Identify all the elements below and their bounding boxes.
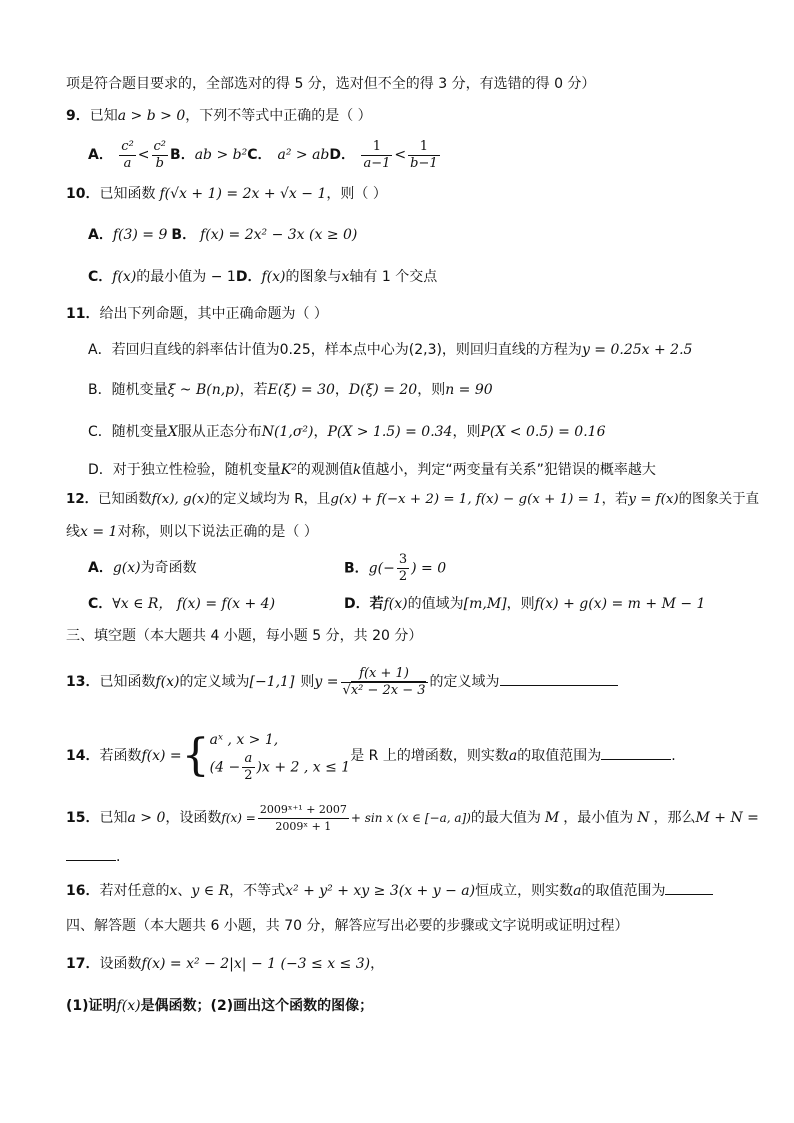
stem-text: 的取值范围为	[581, 883, 666, 899]
stem-text: 设函数	[99, 956, 142, 972]
fraction	[152, 139, 169, 172]
option-b-expr: ab > b²	[194, 147, 248, 163]
stem-text: 的取值范围为	[517, 748, 602, 764]
piecewise-cases	[210, 729, 351, 784]
math-var: M	[544, 810, 560, 826]
option-d-label: D．若	[344, 596, 384, 612]
math-expr: f(x)	[261, 269, 286, 285]
stem-text: 轴有 1 个交点	[349, 269, 438, 285]
case-2	[210, 751, 351, 784]
option-a-text: A．若回归直线的斜率估计值为0.25，样本点中心为(2,3)，则回归直线的方程为	[88, 342, 582, 358]
stem-text: ，则	[452, 424, 481, 440]
stem-text: ，则	[417, 382, 446, 398]
fraction	[397, 552, 409, 585]
math-expr: y = f(x)	[628, 492, 679, 507]
question-number: 9．	[66, 108, 90, 124]
stem-text: 是偶函数；(2)画出这个函数的图像；	[140, 998, 374, 1014]
denominator: a−1	[363, 155, 391, 171]
question-15	[66, 800, 759, 836]
stem-text: ，则	[506, 596, 535, 612]
stem-text: 的定义域均为 R，且	[209, 492, 331, 507]
option-c-label: C．	[88, 269, 113, 285]
stem-text: 为奇函数	[140, 560, 197, 576]
math-expr: n = 90	[445, 382, 493, 398]
option-a-label: A．	[88, 227, 113, 243]
math-expr: f(x) =	[221, 811, 256, 825]
option-d-label: D．	[329, 147, 356, 163]
fraction	[242, 751, 254, 784]
question-12-stem	[66, 490, 759, 510]
stem-text: 的定义域为	[429, 674, 500, 690]
math-var: N	[637, 810, 650, 826]
question-10-options-ab	[88, 225, 357, 245]
denominator: b−1	[410, 155, 438, 171]
section-3-heading: 三、填空题（本大题共 4 小题，每小题 5 分，共 20 分）	[66, 628, 423, 644]
stem-text: 对称，则以下说法正确的是（ ）	[117, 524, 318, 540]
math-expr: [−1,1]	[249, 674, 295, 690]
stem-text: ，下列不等式中正确的是（ ）	[185, 108, 372, 124]
question-11-option-d	[88, 460, 656, 480]
fraction	[408, 139, 440, 172]
math-var: a	[508, 748, 518, 764]
denominator: 2009ˣ + 1	[275, 819, 332, 833]
numerator: f(x + 1)	[341, 666, 428, 683]
case-1: aˣ , x > 1,	[209, 731, 279, 748]
answer-blank[interactable]	[665, 880, 713, 895]
math-var: x	[341, 269, 350, 285]
math-expr: x² + y² + xy ≥ 3(x + y − a)	[285, 883, 476, 899]
option-c-label: C．	[247, 147, 272, 163]
math-expr: M + N =	[695, 810, 759, 826]
section-intro: 项是符合题目要求的，全部选对的得 5 分，选对但不全的得 3 分，有选错的得 0 分）	[66, 76, 596, 92]
stem-text: 已知函数	[98, 492, 152, 507]
math-var: k	[352, 462, 362, 478]
math-expr: y ∈ R	[191, 883, 230, 899]
stem-text: ，则（ ）	[326, 186, 387, 202]
question-15-blank-line	[66, 846, 120, 867]
question-number: 14．	[66, 748, 100, 764]
math-var: K²	[280, 462, 297, 478]
question-number: 15．	[66, 810, 100, 826]
stem-text: 恒成立，则实数	[475, 883, 574, 899]
section-4-heading: 四、解答题（本大题共 6 小题，共 70 分，解答应写出必要的步骤或文字说明或证明过程）	[66, 918, 629, 934]
math-expr: f(x) + g(x) = m + M − 1	[534, 596, 706, 612]
math-expr: f(x), g(x)	[151, 492, 210, 507]
case-2-part: (4 −	[209, 759, 241, 775]
question-11-option-a	[88, 340, 692, 360]
question-11-option-c	[88, 422, 605, 442]
math-expr: + sin x (x ∈ [−a, a])	[350, 811, 471, 825]
stem-text: 的最小值为 − 1	[136, 269, 236, 285]
question-17-stem	[66, 954, 384, 974]
question-12-option-a	[88, 558, 197, 578]
stem-text: 若对任意的	[99, 883, 170, 899]
math-expr: g(x) + f(−x + 2) = 1, f(x) − g(x + 1) = 1	[330, 492, 602, 507]
stem-text: ，最小值为	[563, 810, 634, 826]
question-12-option-c	[88, 594, 275, 614]
question-12-option-d	[344, 594, 705, 614]
math-expr: P(X < 0.5) = 0.16	[480, 424, 606, 440]
stem-text: ，那么	[653, 810, 696, 826]
question-10-options-cd	[88, 267, 437, 287]
stem-text: 已知	[99, 810, 128, 826]
denominator: √x² − 2x − 3	[342, 682, 426, 698]
stem-text: 的最大值为	[470, 810, 541, 826]
question-16	[66, 880, 713, 901]
question-number: 16．	[66, 883, 100, 899]
stem-text: .	[116, 849, 121, 865]
stem-text: 若函数	[99, 748, 142, 764]
option-a-expr: f(3) = 9	[112, 227, 168, 243]
stem-text: 的图象与	[285, 269, 342, 285]
math-expr: [m,M]	[463, 596, 507, 612]
math-expr: ξ ~ B(n,p)	[167, 382, 240, 398]
numerator: 3	[398, 552, 408, 567]
question-11-option-b	[88, 380, 493, 400]
option-b-label: B．	[171, 227, 197, 243]
question-17-parts	[66, 996, 373, 1016]
stem-text: ，	[334, 382, 349, 398]
question-11-stem	[66, 304, 328, 324]
denominator: 2	[244, 767, 253, 783]
question-number: 10．	[66, 186, 100, 202]
option-b-expr: f(x) = 2x² − 3x (x ≥ 0)	[200, 227, 358, 243]
fraction	[258, 802, 349, 835]
option-a-label: A．	[88, 560, 113, 576]
numerator: a	[242, 751, 254, 768]
math-expr: ∀x ∈ R， f(x) = f(x + 4)	[112, 596, 276, 612]
math-expr: E(ξ) = 30	[267, 382, 335, 398]
radicand: x² − 2x − 3	[350, 682, 426, 698]
numerator: 1	[408, 139, 440, 156]
math-expr: ) = 0	[411, 560, 447, 577]
stem-text: 给出下列命题，其中正确命题为（ ）	[99, 306, 328, 322]
numerator: 2009ˣ⁺¹ + 2007	[258, 802, 349, 819]
math-var: X	[167, 424, 178, 440]
math-expr: f(x) = x² − 2|x| − 1 (−3 ≤ x ≤ 3)	[141, 956, 371, 972]
numerator: c²	[153, 138, 167, 154]
question-number: 13．	[66, 674, 100, 690]
stem-text: 的观测值	[296, 462, 353, 478]
math-expr: g(x)	[112, 560, 141, 576]
question-9-options	[88, 138, 442, 172]
math-expr: a > 0	[127, 810, 166, 826]
option-c-expr: a² > ab	[277, 147, 330, 163]
question-number: 12．	[66, 492, 99, 507]
fraction	[361, 139, 392, 172]
stem-text: 是 R 上的增函数，则实数	[350, 748, 509, 764]
option-c-text: C．随机变量	[88, 424, 168, 440]
fraction	[341, 666, 428, 699]
math-expr: a > b > 0	[117, 108, 186, 124]
stem-text: 服从正态分布	[177, 424, 262, 440]
question-12-option-b	[344, 552, 446, 585]
math-expr: f(x)	[112, 269, 137, 285]
stem-text: 已知函数	[99, 186, 156, 202]
math-expr: N(1,σ²)	[261, 424, 314, 440]
left-brace-icon: {	[181, 730, 210, 781]
stem-text: 的图象关于直	[678, 492, 759, 507]
stem-text: 值越小，判定“两变量有关系”犯错误的概率越大	[361, 462, 656, 478]
option-d-label: D．	[235, 269, 262, 285]
stem-text: ，不等式	[229, 883, 286, 899]
option-b-label: B．	[344, 560, 369, 577]
math-var: a	[573, 883, 582, 899]
numerator: c²	[121, 138, 134, 154]
stem-text: 、	[177, 883, 192, 899]
option-d-text: D．对于独立性检验，随机变量	[88, 462, 281, 478]
math-expr: y = 0.25x + 2.5	[581, 342, 693, 358]
question-10-stem	[66, 184, 387, 204]
denominator: b	[155, 155, 164, 171]
case-2-part: )x + 2 , x ≤ 1	[256, 759, 351, 775]
option-a-label: A．	[88, 147, 113, 163]
question-9-stem	[66, 106, 372, 126]
question-number: 17．	[66, 956, 100, 972]
answer-blank[interactable]	[601, 745, 671, 760]
fraction	[119, 139, 136, 172]
stem-text: .	[671, 748, 676, 764]
option-b-text: B．随机变量	[88, 382, 168, 398]
math-expr: f(√x + 1) = 2x + √x − 1	[159, 186, 327, 202]
option-c-label: C．	[88, 596, 113, 612]
question-12-stem-line2	[66, 522, 318, 542]
answer-blank[interactable]	[66, 846, 116, 861]
answer-blank[interactable]	[500, 671, 618, 686]
denominator: a	[123, 155, 132, 171]
stem-text: ，	[313, 424, 328, 440]
math-expr: f(x)	[383, 596, 408, 612]
stem-text: (1)证明	[66, 998, 117, 1014]
math-expr: g(−	[368, 560, 395, 577]
stem-text: 已知函数	[99, 674, 156, 690]
math-expr: y =	[314, 674, 339, 690]
numerator: 1	[361, 139, 392, 156]
math-expr: f(x)	[155, 674, 180, 690]
stem-text: ，	[370, 956, 385, 972]
stem-text: 的值域为	[407, 596, 464, 612]
math-expr: P(X > 1.5) = 0.34	[327, 424, 453, 440]
question-13	[66, 662, 618, 702]
stem-text: ，若	[239, 382, 268, 398]
math-var: x	[169, 883, 178, 899]
math-expr: D(ξ) = 20	[348, 382, 418, 398]
stem-text: ，设函数	[165, 810, 222, 826]
math-expr: f(x)	[116, 998, 141, 1014]
math-expr: f(x) =	[141, 748, 182, 764]
stem-text: 线	[66, 524, 80, 540]
stem-text: 已知	[89, 108, 118, 124]
less-than: <	[394, 147, 407, 163]
stem-text: 的定义域为	[179, 674, 250, 690]
question-number: 11．	[66, 306, 100, 322]
denominator: 2	[398, 569, 408, 584]
math-expr: x = 1	[80, 524, 118, 540]
question-14	[66, 728, 676, 784]
less-than: <	[137, 147, 150, 163]
option-b-label: B．	[170, 147, 195, 163]
stem-text: 则	[300, 674, 315, 690]
stem-text: ，若	[601, 492, 629, 507]
